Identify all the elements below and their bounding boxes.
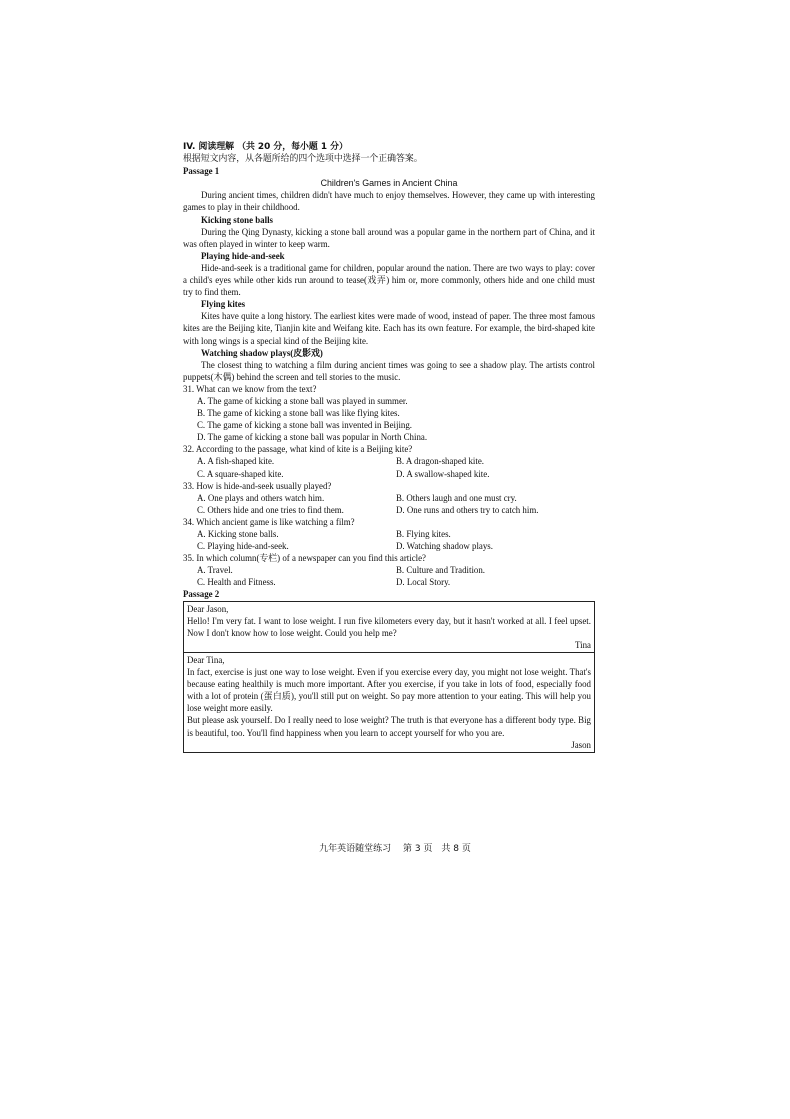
letter-body-1: In fact, exercise is just one way to lose weight. Even if you exercise every day, you might not lose weight. That's because eating healthily is much more important. After you exercise, if you take in lots of food, especially food with a lot of protein (蛋白质), you'll still put on weight. So pay more attention to your eating. This will help you lose weight more easily.: [187, 667, 591, 714]
question-stem: 33. How is hide-and-seek usually played?: [183, 480, 332, 491]
letter-tina: [183, 601, 595, 653]
question-33: [183, 480, 595, 516]
question-32: [183, 443, 595, 479]
letter-body-2: But please ask yourself. Do I really need to lose weight? The truth is that everyone has a different body type. Big is beautiful, too. You'll find happiness when you learn to accept yourself for who you are.: [187, 715, 591, 738]
section-text-hide-seek: Hide-and-seek is a traditional game for children, popular around the nation. There are two ways to play: cover a child's eyes while other kids run around to tease(戏弄) him or, more commonly, others hide and one child must try to find them.: [183, 262, 595, 298]
option-a[interactable]: A. Kicking stone balls.: [197, 529, 279, 539]
letter-signature: Jason: [571, 739, 591, 750]
passage1-intro: During ancient times, children didn't have much to enjoy themselves. However, they came up with interesting games to play in their childhood.: [183, 190, 595, 213]
option-c[interactable]: C. Others hide and one tries to find them.: [197, 504, 344, 515]
option-d[interactable]: D. The game of kicking a stone ball was popular in North China.: [197, 432, 428, 443]
question-stem: 31. What can we know from the text?: [183, 383, 317, 394]
page-footer: 九年英语随堂练习 第 3 页 共 8 页: [319, 844, 471, 854]
letter-body: Hello! I'm very fat. I want to lose weight. I run five kilometers every day, but it hasn't worked at all. I feel upset. Now I don't know how to lose weight. Could you help me?: [187, 615, 591, 638]
question-31: [183, 383, 595, 443]
passage1-label: Passage 1: [183, 166, 220, 177]
option-b[interactable]: B. The game of kicking a stone ball was like flying kites.: [197, 408, 400, 419]
option-d[interactable]: D. Watching shadow plays.: [396, 541, 493, 552]
section-heading-kicking: Kicking stone balls: [201, 214, 274, 225]
option-c[interactable]: C. Health and Fitness.: [197, 577, 276, 588]
section-instruction: 根据短文内容，从各题所给的四个选项中选择一个正确答案。: [183, 154, 423, 165]
section-heading: IV. 阅读理解 （共 20 分，每小题 1 分）: [183, 142, 348, 152]
section-text-kicking: During the Qing Dynasty, kicking a stone ball around was a popular game in the northern part of China, and it was often played in winter to keep warm.: [183, 226, 595, 249]
option-b[interactable]: B. Flying kites.: [396, 529, 451, 539]
option-a[interactable]: A. A fish-shaped kite.: [197, 456, 275, 467]
letter-greeting: Dear Jason,: [187, 603, 229, 614]
question-stem: 35. In which column(专栏) of a newspaper can you find this article?: [183, 553, 427, 564]
section-heading-hide-seek: Playing hide-and-seek: [201, 250, 285, 261]
option-a[interactable]: A. One plays and others watch him.: [197, 492, 325, 503]
option-c[interactable]: C. Playing hide-and-seek.: [197, 541, 289, 552]
passage2-label: Passage 2: [183, 589, 220, 600]
question-stem: 32. According to the passage, what kind of kite is a Beijing kite?: [183, 444, 413, 455]
section-heading-shadow: Watching shadow plays(皮影戏): [201, 347, 323, 358]
option-d[interactable]: D. Local Story.: [396, 577, 451, 588]
question-35: [183, 552, 595, 588]
exam-page: [183, 141, 595, 753]
option-b[interactable]: B. Others laugh and one must cry.: [396, 492, 517, 503]
question-34: [183, 516, 595, 552]
option-c[interactable]: C. The game of kicking a stone ball was invented in Beijing.: [197, 420, 413, 431]
letter-signature: Tina: [575, 639, 591, 650]
letter-greeting: Dear Tina,: [187, 654, 225, 665]
option-b[interactable]: B. A dragon-shaped kite.: [396, 456, 484, 467]
option-a[interactable]: A. Travel.: [197, 565, 233, 576]
option-c[interactable]: C. A square-shaped kite.: [197, 468, 284, 479]
option-d[interactable]: D. A swallow-shaped kite.: [396, 468, 490, 479]
option-a[interactable]: A. The game of kicking a stone ball was played in summer.: [197, 395, 408, 406]
letter-jason: [183, 653, 595, 753]
section-text-kites: Kites have quite a long history. The earliest kites were made of wood, instead of paper. The three most famous kites are the Beijing kite, Tianjin kite and Weifang kite. Each has its own feature. For example, the bird-shaped kite with long wings is a special kind of the Beijing kite.: [183, 311, 595, 346]
section-heading-kites: Flying kites: [201, 299, 246, 310]
option-b[interactable]: B. Culture and Tradition.: [396, 565, 486, 576]
question-stem: 34. Which ancient game is like watching a film?: [183, 516, 355, 527]
passage1-title: Children's Games in Ancient China: [320, 178, 458, 189]
section-text-shadow: The closest thing to watching a film during ancient times was going to see a shadow play. The artists control puppets(木偶) behind the screen and tell stories to the music.: [183, 359, 595, 382]
option-d[interactable]: D. One runs and others try to catch him.: [396, 504, 539, 515]
